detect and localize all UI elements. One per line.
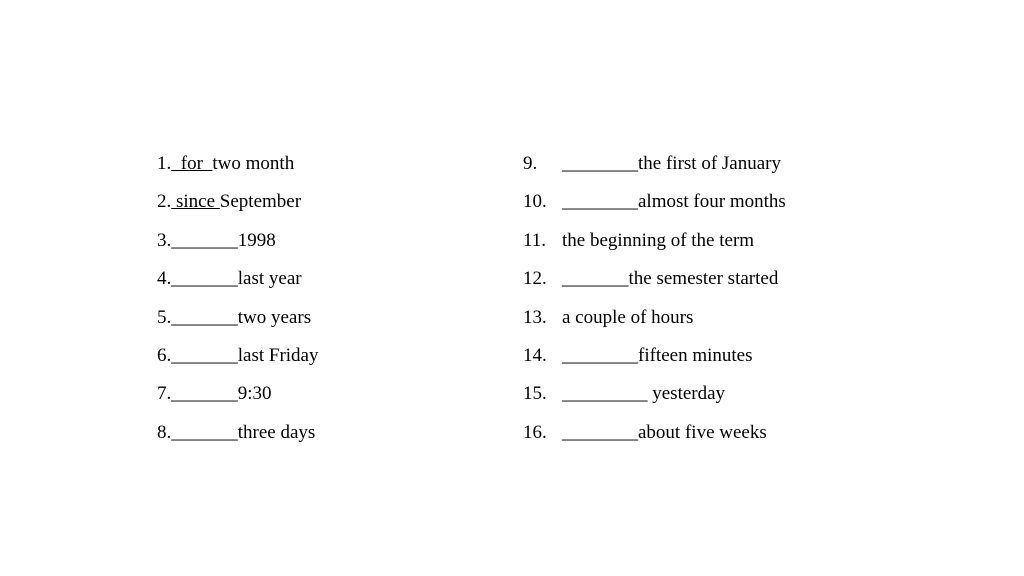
exercise-item-15 <box>523 380 786 418</box>
item-blank: ________ <box>562 421 638 443</box>
item-text: 1998 <box>237 229 276 251</box>
item-number: 4. <box>157 268 172 290</box>
left-column <box>157 150 319 457</box>
item-blank: _______ <box>171 229 238 251</box>
item-text: two years <box>237 306 312 328</box>
exercise-item-14 <box>523 342 786 380</box>
item-number: 12. <box>523 268 547 290</box>
item-text: a couple of hours <box>562 306 694 328</box>
exercise-item-8 <box>157 419 319 457</box>
exercise-item-5 <box>157 304 319 342</box>
item-number: 11. <box>523 229 547 251</box>
item-text: two month <box>212 153 295 174</box>
exercise-item-2 <box>157 188 319 226</box>
item-number: 5. <box>157 306 172 328</box>
item-number: 8. <box>157 421 172 443</box>
item-blank: ________ <box>562 344 638 366</box>
item-text: last Friday <box>237 344 319 366</box>
item-text: last year <box>237 268 302 290</box>
item-number: 6. <box>157 344 172 366</box>
item-text: 9:30 <box>237 383 272 405</box>
exercise-item-4 <box>157 265 319 303</box>
exercise-item-7 <box>157 380 319 418</box>
item-text: the first of January <box>638 153 781 174</box>
item-text: the beginning of the term <box>562 229 755 251</box>
item-blank: _______ <box>171 421 238 443</box>
item-text: about five weeks <box>638 421 767 443</box>
exercise-item-1 <box>157 150 319 188</box>
right-column <box>523 150 786 457</box>
item-text: yesterday <box>652 383 726 405</box>
item-number: 3. <box>157 229 172 251</box>
item-number: 13. <box>523 306 547 328</box>
item-number: 14. <box>523 344 547 366</box>
item-blank: ________ <box>562 153 638 174</box>
item-number: 10. <box>523 191 547 213</box>
exercise-item-3 <box>157 227 319 265</box>
item-text: the semester started <box>628 268 779 290</box>
item-blank: _______ <box>171 268 238 290</box>
exercise-item-11 <box>523 227 786 265</box>
item-number: 15. <box>523 383 547 405</box>
item-text: fifteen minutes <box>638 344 753 366</box>
exercise-item-13 <box>523 304 786 342</box>
item-blank: _______ <box>171 306 238 328</box>
item-blank: for <box>171 153 213 174</box>
item-text: almost four months <box>638 191 786 213</box>
item-number: 16. <box>523 421 547 443</box>
item-blank: _________ <box>562 383 653 405</box>
item-number: 1. <box>157 153 172 174</box>
item-text: September <box>219 191 302 213</box>
item-blank: since <box>171 191 220 213</box>
item-blank: _______ <box>562 268 629 290</box>
item-blank: _______ <box>171 344 238 366</box>
exercise-item-12 <box>523 265 786 303</box>
exercise-item-10 <box>523 188 786 226</box>
exercise-item-6 <box>157 342 319 380</box>
item-number: 7. <box>157 383 172 405</box>
item-blank: _______ <box>171 383 238 405</box>
item-blank: ________ <box>562 191 638 213</box>
item-number: 2. <box>157 191 172 213</box>
exercise-item-16 <box>523 419 786 457</box>
item-number: 9. <box>523 153 538 174</box>
exercise-item-9 <box>523 150 786 188</box>
item-text: three days <box>237 421 316 443</box>
